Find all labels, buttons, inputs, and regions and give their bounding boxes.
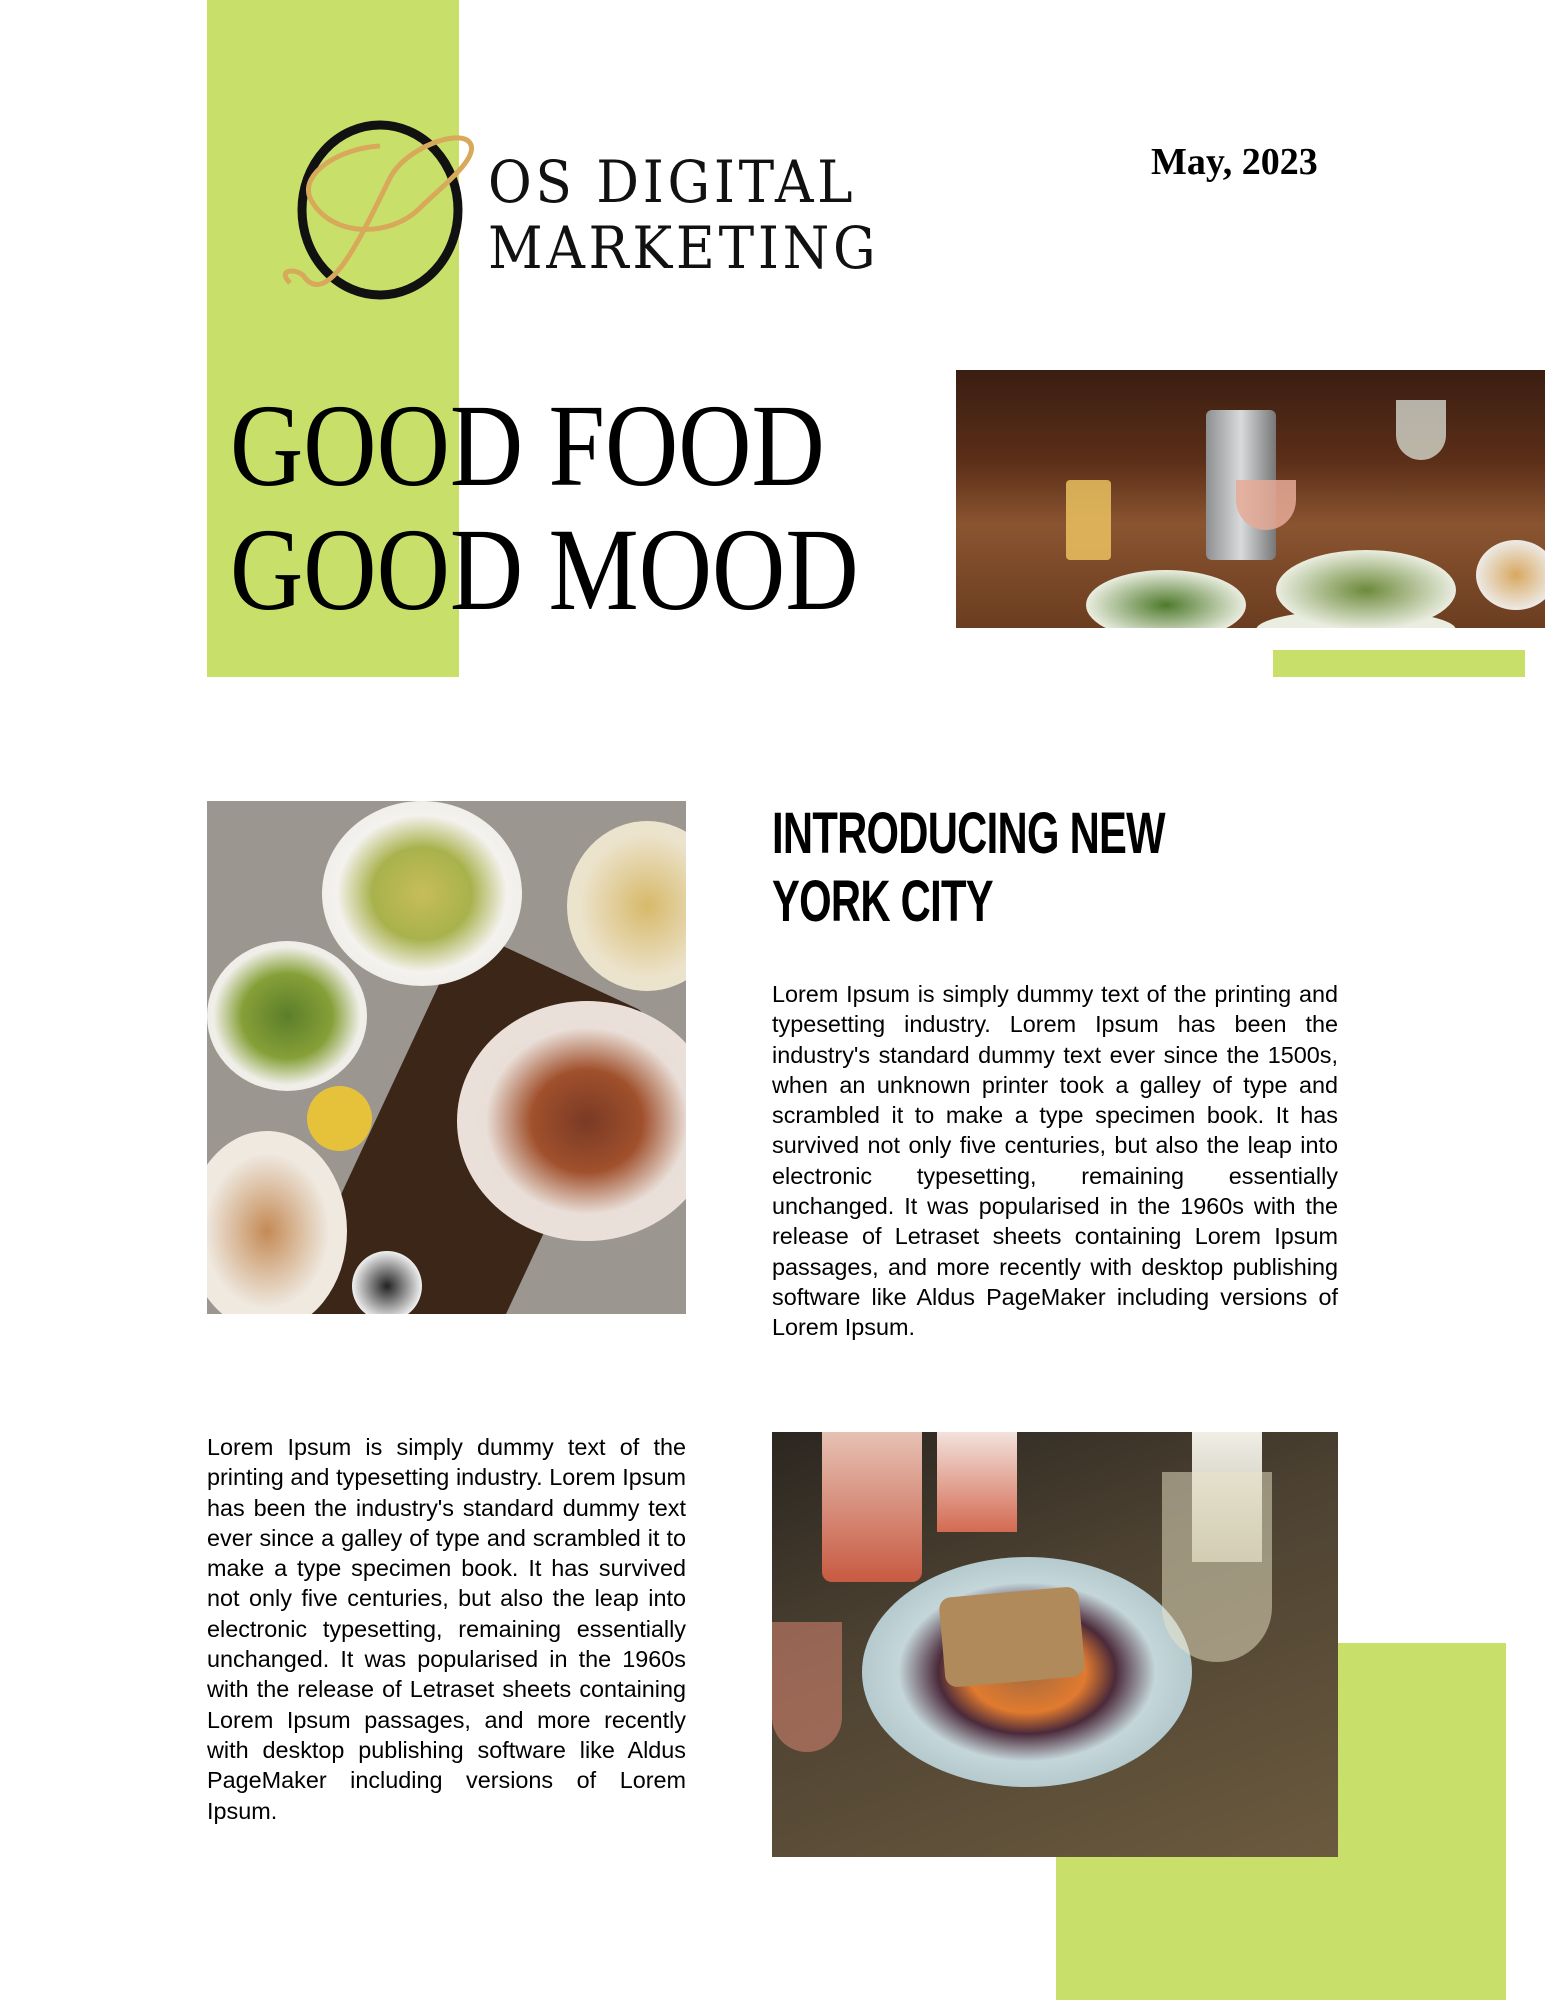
article-heading-line-2: YORK CITY xyxy=(772,869,993,934)
article-image-1 xyxy=(207,801,686,1314)
article-paragraph-2: Lorem Ipsum is simply dummy text of the printing and typesetting industry. Lorem Ipsum has been the industry's standard dummy text ever since a galley of type and scrambled it to make a type specimen book. It has survived not only five centuries, but also the leap into electronic typesetting, remaining essentially unchanged. It was popularised in the 1960s with the release of Letraset sheets containing Lorem Ipsum passages, and more recently with desktop publishing software like Aldus PageMaker including versions of Lorem Ipsum. xyxy=(207,1434,686,1824)
accent-bar-small xyxy=(1273,650,1525,677)
hero-image xyxy=(956,370,1545,628)
logo xyxy=(270,118,910,308)
article-image-2 xyxy=(772,1432,1338,1857)
issue-date: May, 2023 xyxy=(1151,141,1318,183)
logo-line-2: MARKETING xyxy=(488,214,880,282)
logo-monogram-icon xyxy=(270,118,490,308)
logo-line-1: OS DIGITAL xyxy=(488,148,857,216)
article-paragraph-1: Lorem Ipsum is simply dummy text of the printing and typesetting industry. Lorem Ipsum has been the industry's standard dummy text ever since the 1500s, when an unknown printer took a galley of type and scrambled it to make a type specimen book. It has survived not only five centuries, but also the leap into electronic typesetting, remaining essentially unchanged. It was popularised in the 1960s with the release of Letraset sheets containing Lorem Ipsum passages, and more recently with desktop publishing software like Aldus PageMaker including versions of Lorem Ipsum. xyxy=(772,981,1338,1341)
article-heading-line-1: INTRODUCING NEW xyxy=(772,801,1165,866)
hero-title-line-2: GOOD MOOD xyxy=(230,504,859,635)
hero-title-line-1: GOOD FOOD xyxy=(230,380,825,511)
